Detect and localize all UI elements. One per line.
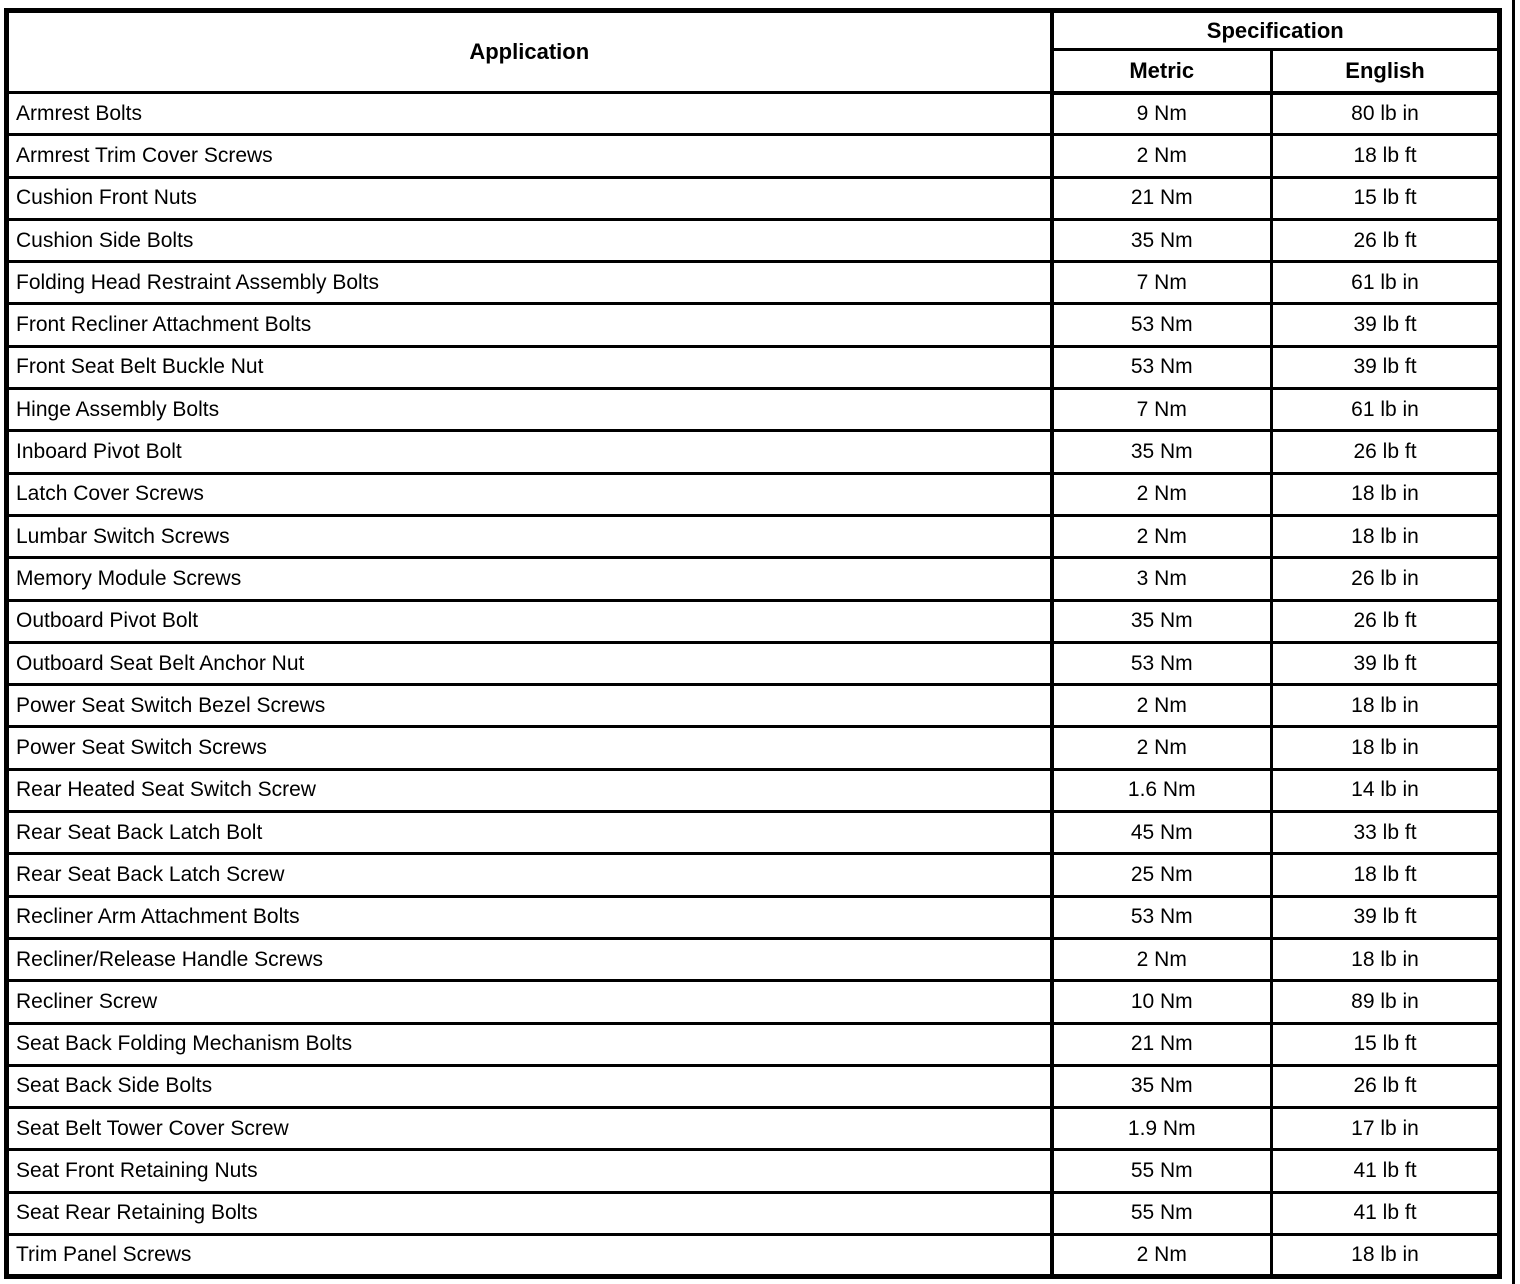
metric-cell: 53 Nm — [1052, 642, 1272, 684]
metric-cell: 2 Nm — [1052, 685, 1272, 727]
page-edge-line — [1512, 0, 1515, 1284]
metric-cell: 53 Nm — [1052, 304, 1272, 346]
metric-cell: 2 Nm — [1052, 1235, 1272, 1277]
table-row — [7, 1150, 1500, 1192]
metric-cell: 21 Nm — [1052, 177, 1272, 219]
metric-cell: 25 Nm — [1052, 854, 1272, 896]
table-row — [7, 304, 1500, 346]
application-cell: Front Seat Belt Buckle Nut — [7, 346, 1052, 388]
specification-header: Specification — [1052, 11, 1500, 50]
application-cell: Cushion Side Bolts — [7, 219, 1052, 261]
english-cell: 61 lb in — [1272, 389, 1500, 431]
english-cell: 26 lb ft — [1272, 431, 1500, 473]
english-cell: 26 lb ft — [1272, 600, 1500, 642]
application-header: Application — [7, 11, 1052, 93]
table-row — [7, 389, 1500, 431]
english-cell: 61 lb in — [1272, 262, 1500, 304]
application-cell: Recliner Arm Attachment Bolts — [7, 896, 1052, 938]
metric-cell: 21 Nm — [1052, 1023, 1272, 1065]
application-cell: Latch Cover Screws — [7, 473, 1052, 515]
table-row — [7, 1065, 1500, 1107]
spec-table-body — [7, 93, 1500, 1277]
table-row — [7, 473, 1500, 515]
english-cell: 26 lb ft — [1272, 1065, 1500, 1107]
application-cell: Power Seat Switch Bezel Screws — [7, 685, 1052, 727]
metric-cell: 55 Nm — [1052, 1150, 1272, 1192]
metric-cell: 7 Nm — [1052, 262, 1272, 304]
english-cell: 39 lb ft — [1272, 642, 1500, 684]
english-cell: 33 lb ft — [1272, 812, 1500, 854]
english-cell: 18 lb in — [1272, 938, 1500, 980]
table-row — [7, 346, 1500, 388]
application-cell: Rear Heated Seat Switch Screw — [7, 769, 1052, 811]
table-row — [7, 1192, 1500, 1234]
metric-header: Metric — [1052, 50, 1272, 93]
metric-cell: 2 Nm — [1052, 135, 1272, 177]
metric-cell: 9 Nm — [1052, 93, 1272, 135]
application-cell: Armrest Trim Cover Screws — [7, 135, 1052, 177]
english-cell: 39 lb ft — [1272, 896, 1500, 938]
application-cell: Outboard Seat Belt Anchor Nut — [7, 642, 1052, 684]
metric-cell: 3 Nm — [1052, 558, 1272, 600]
metric-cell: 35 Nm — [1052, 600, 1272, 642]
english-cell: 17 lb in — [1272, 1108, 1500, 1150]
application-cell: Folding Head Restraint Assembly Bolts — [7, 262, 1052, 304]
english-cell: 18 lb ft — [1272, 854, 1500, 896]
english-cell: 18 lb in — [1272, 473, 1500, 515]
metric-cell: 35 Nm — [1052, 1065, 1272, 1107]
metric-cell: 53 Nm — [1052, 346, 1272, 388]
english-cell: 18 lb ft — [1272, 135, 1500, 177]
metric-cell: 2 Nm — [1052, 515, 1272, 557]
table-row — [7, 981, 1500, 1023]
table-row — [7, 938, 1500, 980]
metric-cell: 45 Nm — [1052, 812, 1272, 854]
application-cell: Seat Back Side Bolts — [7, 1065, 1052, 1107]
application-cell: Power Seat Switch Screws — [7, 727, 1052, 769]
application-cell: Seat Rear Retaining Bolts — [7, 1192, 1052, 1234]
application-cell: Recliner Screw — [7, 981, 1052, 1023]
application-cell: Trim Panel Screws — [7, 1235, 1052, 1277]
application-cell: Seat Back Folding Mechanism Bolts — [7, 1023, 1052, 1065]
english-cell: 18 lb in — [1272, 727, 1500, 769]
spec-table-header — [7, 11, 1500, 93]
english-cell: 18 lb in — [1272, 1235, 1500, 1277]
application-cell: Recliner/Release Handle Screws — [7, 938, 1052, 980]
application-cell: Lumbar Switch Screws — [7, 515, 1052, 557]
english-cell: 26 lb ft — [1272, 219, 1500, 261]
table-row — [7, 1108, 1500, 1150]
english-cell: 39 lb ft — [1272, 346, 1500, 388]
english-cell: 41 lb ft — [1272, 1150, 1500, 1192]
metric-cell: 55 Nm — [1052, 1192, 1272, 1234]
table-row — [7, 1023, 1500, 1065]
table-row — [7, 769, 1500, 811]
application-cell: Seat Front Retaining Nuts — [7, 1150, 1052, 1192]
english-cell: 15 lb ft — [1272, 1023, 1500, 1065]
table-row — [7, 1235, 1500, 1277]
english-cell: 15 lb ft — [1272, 177, 1500, 219]
metric-cell: 7 Nm — [1052, 389, 1272, 431]
english-cell: 39 lb ft — [1272, 304, 1500, 346]
metric-cell: 2 Nm — [1052, 473, 1272, 515]
application-cell: Hinge Assembly Bolts — [7, 389, 1052, 431]
table-row — [7, 219, 1500, 261]
english-header: English — [1272, 50, 1500, 93]
table-row — [7, 854, 1500, 896]
english-cell: 26 lb in — [1272, 558, 1500, 600]
application-cell: Rear Seat Back Latch Bolt — [7, 812, 1052, 854]
english-cell: 18 lb in — [1272, 515, 1500, 557]
table-row — [7, 431, 1500, 473]
table-row — [7, 896, 1500, 938]
metric-cell: 35 Nm — [1052, 431, 1272, 473]
application-cell: Cushion Front Nuts — [7, 177, 1052, 219]
table-row — [7, 812, 1500, 854]
application-cell: Inboard Pivot Bolt — [7, 431, 1052, 473]
metric-cell: 10 Nm — [1052, 981, 1272, 1023]
metric-cell: 1.6 Nm — [1052, 769, 1272, 811]
table-row — [7, 558, 1500, 600]
table-row — [7, 727, 1500, 769]
english-cell: 80 lb in — [1272, 93, 1500, 135]
table-row — [7, 515, 1500, 557]
application-cell: Outboard Pivot Bolt — [7, 600, 1052, 642]
table-row — [7, 600, 1500, 642]
table-row — [7, 93, 1500, 135]
metric-cell: 35 Nm — [1052, 219, 1272, 261]
english-cell: 14 lb in — [1272, 769, 1500, 811]
metric-cell: 1.9 Nm — [1052, 1108, 1272, 1150]
english-cell: 41 lb ft — [1272, 1192, 1500, 1234]
application-cell: Armrest Bolts — [7, 93, 1052, 135]
application-cell: Memory Module Screws — [7, 558, 1052, 600]
table-row — [7, 135, 1500, 177]
metric-cell: 2 Nm — [1052, 938, 1272, 980]
table-row — [7, 177, 1500, 219]
metric-cell: 53 Nm — [1052, 896, 1272, 938]
english-cell: 89 lb in — [1272, 981, 1500, 1023]
torque-spec-table — [4, 8, 1502, 1279]
table-row — [7, 642, 1500, 684]
application-cell: Seat Belt Tower Cover Screw — [7, 1108, 1052, 1150]
english-cell: 18 lb in — [1272, 685, 1500, 727]
application-cell: Front Recliner Attachment Bolts — [7, 304, 1052, 346]
table-row — [7, 685, 1500, 727]
application-cell: Rear Seat Back Latch Screw — [7, 854, 1052, 896]
table-row — [7, 262, 1500, 304]
header-row-1 — [7, 11, 1500, 50]
metric-cell: 2 Nm — [1052, 727, 1272, 769]
